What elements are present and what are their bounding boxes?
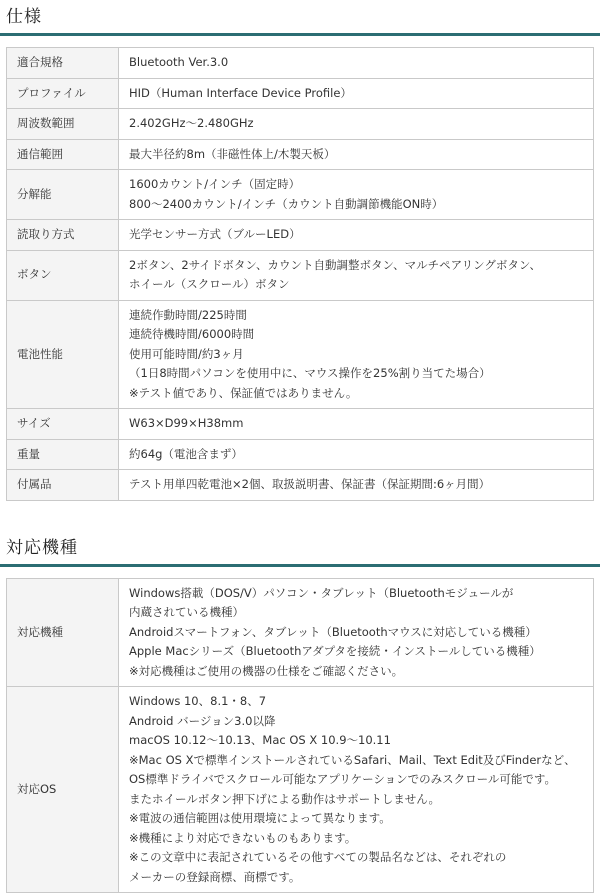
value-line: 1600カウント/インチ（固定時） bbox=[129, 175, 583, 195]
table-row bbox=[7, 78, 594, 109]
value-line: 光学センサー方式（ブルーLED） bbox=[129, 225, 583, 245]
row-value bbox=[119, 409, 594, 440]
value-line: テスト用単四乾電池×2個、取扱説明書、保証書（保証期間:6ヶ月間） bbox=[129, 475, 583, 495]
value-line: （1日8時間パソコンを使用中に、マウス操作を25%割り当てた場合） bbox=[129, 364, 583, 384]
value-line: ※Mac OS Xで標準インストールされているSafari、Mail、Text Edit及びFinderなど、 bbox=[129, 751, 583, 771]
value-line: 内蔵されている機種） bbox=[129, 603, 583, 623]
value-line: 最大半径約8m（非磁性体上/木製天板） bbox=[129, 145, 583, 165]
table-row bbox=[7, 409, 594, 440]
table-row bbox=[7, 109, 594, 140]
compat-table bbox=[6, 578, 594, 893]
row-value bbox=[119, 78, 594, 109]
value-line: ホイール（スクロール）ボタン bbox=[129, 275, 583, 295]
compat-table-body bbox=[7, 578, 594, 893]
row-value bbox=[119, 139, 594, 170]
value-line: ※対応機種はご使用の機器の仕様をご確認ください。 bbox=[129, 662, 583, 682]
row-value bbox=[119, 109, 594, 140]
row-label: ボタン bbox=[7, 250, 119, 300]
value-line: 2.402GHz〜2.480GHz bbox=[129, 114, 583, 134]
value-line: 800〜2400カウント/インチ（カウント自動調節機能ON時） bbox=[129, 195, 583, 215]
value-line: Windows 10、8.1・8、7 bbox=[129, 692, 583, 712]
row-label: 重量 bbox=[7, 439, 119, 470]
row-value bbox=[119, 300, 594, 409]
value-line: ※機種により対応できないものもあります。 bbox=[129, 829, 583, 849]
row-label: 分解能 bbox=[7, 170, 119, 220]
row-label: 対応OS bbox=[7, 687, 119, 893]
table-row bbox=[7, 170, 594, 220]
row-value bbox=[119, 250, 594, 300]
compat-heading: 対応機種 bbox=[0, 531, 600, 567]
table-row bbox=[7, 139, 594, 170]
value-line: W63×D99×H38mm bbox=[129, 414, 583, 434]
value-line: 約64g（電池含まず） bbox=[129, 445, 583, 465]
value-line: OS標準ドライバでスクロール可能なアプリケーションでのみスクロール可能です。 bbox=[129, 770, 583, 790]
table-row bbox=[7, 439, 594, 470]
row-label: 付属品 bbox=[7, 470, 119, 501]
row-value bbox=[119, 470, 594, 501]
value-line: ※この文章中に表記されているその他すべての製品名などは、それぞれの bbox=[129, 848, 583, 868]
row-label: 読取り方式 bbox=[7, 220, 119, 251]
value-line: Android バージョン3.0以降 bbox=[129, 712, 583, 732]
row-label: プロファイル bbox=[7, 78, 119, 109]
value-line: 使用可能時間/約3ヶ月 bbox=[129, 345, 583, 365]
table-row bbox=[7, 578, 594, 687]
row-value bbox=[119, 170, 594, 220]
row-value bbox=[119, 578, 594, 687]
table-row bbox=[7, 250, 594, 300]
value-line: メーカーの登録商標、商標です。 bbox=[129, 868, 583, 888]
value-line: Apple Macシリーズ（Bluetoothアダプタを接続・インストールしている機種） bbox=[129, 642, 583, 662]
value-line: Windows搭載（DOS/V）パソコン・タブレット（Bluetoothモジュールが bbox=[129, 584, 583, 604]
value-line: macOS 10.12〜10.13、Mac OS X 10.9〜10.11 bbox=[129, 731, 583, 751]
row-value bbox=[119, 439, 594, 470]
table-row bbox=[7, 687, 594, 893]
table-row bbox=[7, 300, 594, 409]
value-line: またホイールボタン押下げによる動作はサポートしません。 bbox=[129, 790, 583, 810]
value-line: 連続待機時間/6000時間 bbox=[129, 325, 583, 345]
row-label: 周波数範囲 bbox=[7, 109, 119, 140]
value-line: HID（Human Interface Device Profile） bbox=[129, 84, 583, 104]
table-row bbox=[7, 220, 594, 251]
value-line: ※テスト値であり、保証値ではありません。 bbox=[129, 384, 583, 404]
row-label: 対応機種 bbox=[7, 578, 119, 687]
row-label: サイズ bbox=[7, 409, 119, 440]
table-row bbox=[7, 48, 594, 79]
row-value bbox=[119, 48, 594, 79]
value-line: 連続作動時間/225時間 bbox=[129, 306, 583, 326]
value-line: ※電波の通信範囲は使用環境によって異なります。 bbox=[129, 809, 583, 829]
value-line: Bluetooth Ver.3.0 bbox=[129, 53, 583, 73]
row-value bbox=[119, 687, 594, 893]
specs-table bbox=[6, 47, 594, 501]
row-label: 通信範囲 bbox=[7, 139, 119, 170]
specs-heading: 仕様 bbox=[0, 0, 600, 36]
row-label: 適合規格 bbox=[7, 48, 119, 79]
row-label: 電池性能 bbox=[7, 300, 119, 409]
row-value bbox=[119, 220, 594, 251]
value-line: 2ボタン、2サイドボタン、カウント自動調整ボタン、マルチペアリングボタン、 bbox=[129, 256, 583, 276]
table-row bbox=[7, 470, 594, 501]
value-line: Androidスマートフォン、タブレット（Bluetoothマウスに対応している機種） bbox=[129, 623, 583, 643]
specs-table-body bbox=[7, 48, 594, 501]
